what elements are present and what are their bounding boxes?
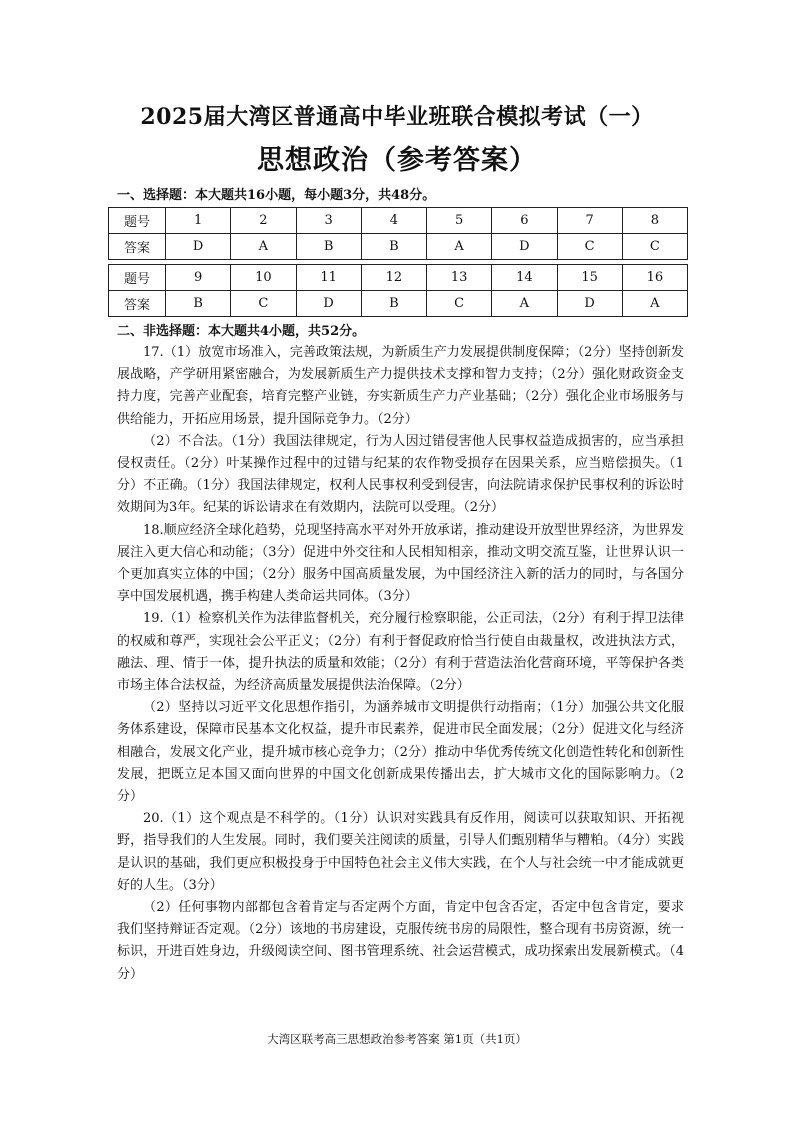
answer-paragraph-q17-2: （2）不合法。（1分）我国法律规定，行为人因过错侵害他人民事权益造成损害的，应当承担侵权责任。（2分）叶某操作过程中的过错与纪某的农作物受损存在因果关系，应当赔偿损失。（1分）不正确。（1分）我国法律规定，权利人民事权利受到侵害，向法院请求保护民事权利的诉讼时效期间为3年。纪某的诉讼请求在有效期内，法院可以受理。（2分） [117,433,684,516]
question-number: 11 [296,265,361,291]
question-number: 14 [492,265,557,291]
question-number: 1 [166,208,231,234]
question-number: 7 [557,208,622,234]
answer-cell: B [361,291,426,317]
exam-subtitle: 思想政治（参考答案） [257,145,537,176]
answer-table-2 [108,264,688,317]
answer-paragraph-q19-2: （2）坚持以习近平文化思想作指引，为涵养城市文明提供行动指南；（1分）加强公共文化服务体系建设，保障市民基本文化权益，提升市民素养，促进市民全面发展；（2分）促进文化与经济相融合，发展文化产业，提升城市核心竞争力；（2分）推动中华优秀传统文化创造性转化和创新性发展，把既立足本国又面向世界的中国文化创新成果传播出去，扩大城市文化的国际影响力。（2分） [117,700,684,805]
row-label-answer: 答案 [109,234,166,260]
answer-body [117,342,684,986]
answer-cell: D [296,291,361,317]
question-number: 2 [231,208,296,234]
question-number: 4 [361,208,426,234]
question-number: 15 [557,265,622,291]
answer-cell: B [166,291,231,317]
answer-paragraph-q20-1: 20.（1）这个观点是不科学的。（1分）认识对实践具有反作用，阅读可以获取知识、开拓视野，指导我们的人生发展。同时，我们要关注阅读的质量，引导人们甄别精华与糟粕。（4分）实践是认识的基础，我们更应积极投身于中国特色社会主义伟大实践，在个人与社会统一中才能成就更好的人生。（3分） [117,811,684,893]
answer-row [109,291,688,317]
answer-cell: C [427,291,492,317]
answer-cell: D [492,234,557,260]
question-number-row [109,265,688,291]
question-number: 9 [166,265,231,291]
question-number: 3 [296,208,361,234]
question-number: 13 [427,265,492,291]
row-label-question: 题号 [109,208,166,234]
answer-cell: B [296,234,361,260]
answer-cell: A [231,234,296,260]
question-number: 5 [427,208,492,234]
row-label-answer: 答案 [109,291,166,317]
question-number: 8 [622,208,687,234]
answer-paragraph-q19-1: 19.（1）检察机关作为法律监督机关，充分履行检察职能，公正司法，（2分）有利于捍卫法律的权威和尊严，实现社会公平正义；（2分）有利于督促政府恰当行使自由裁量权，改进执法方式，融法、理、情于一体，提升执法的质量和效能；（2分）有利于营造法治化营商环境，平等保护各类市场主体合法权益，为经济高质量发展提供法治保障。（2分） [117,611,684,694]
answer-row [109,234,688,260]
answer-cell: A [492,291,557,317]
answer-cell: A [427,234,492,260]
section1-heading: 一、选择题：本大题共16小题，每小题3分，共48分。 [117,188,436,203]
answer-cell: A [622,291,687,317]
answer-cell: D [557,291,622,317]
answer-table-1 [108,207,688,260]
answer-cell: C [622,234,687,260]
answer-cell: D [166,234,231,260]
exam-title: 2025届大湾区普通高中毕业班联合模拟考试（一） [140,104,654,130]
answer-cell: C [557,234,622,260]
section2-heading: 二、非选择题：本大题共4小题，共52分。 [117,324,366,339]
question-number: 6 [492,208,557,234]
answer-paragraph-q17-1: 17.（1）放宽市场准入，完善政策法规，为新质生产力发展提供制度保障；（2分）坚持创新发展战略，产学研用紧密融合，为发展新质生产力提供技术支撑和智力支持；（2分）强化财政资金支持力度，完善产业配套，培育完整产业链，夯实新质生产力产业基础；（2分）强化企业市场服务与供给能力，开拓应用场景，提升国际竞争力。（2分） [117,345,684,427]
answer-cell: C [231,291,296,317]
question-number: 12 [361,265,426,291]
answer-cell: B [361,234,426,260]
question-number: 16 [622,265,687,291]
question-number: 10 [231,265,296,291]
answer-paragraph-q20-2: （2）任何事物内部都包含着肯定与否定两个方面，肯定中包含否定，否定中包含肯定，要求我们坚持辩证否定观。（2分）该地的书房建设，克服传统书房的局限性，整合现有书房资源，统一标识，开进百姓身边，升级阅读空间、图书管理系统、社会运营模式，成功探索出发展新模式。（4分） [117,900,684,982]
answer-paragraph-q18: 18.顺应经济全球化趋势，兑现坚持高水平对外开放承诺，推动建设开放型世界经济，为世界发展注入更大信心和动能；（3分）促进中外交往和人民相知相亲，推动文明交流互鉴，让世界认识一个更加真实立体的中国；（2分）服务中国高质量发展，为中国经济注入新的活力的同时，与各国分享中国发展机遇，携手构建人类命运共同体。（3分） [117,522,684,605]
question-number-row [109,208,688,234]
row-label-question: 题号 [109,265,166,291]
page-footer: 大湾区联考高三思想政治参考答案 第1页（共1页） [267,1032,527,1046]
